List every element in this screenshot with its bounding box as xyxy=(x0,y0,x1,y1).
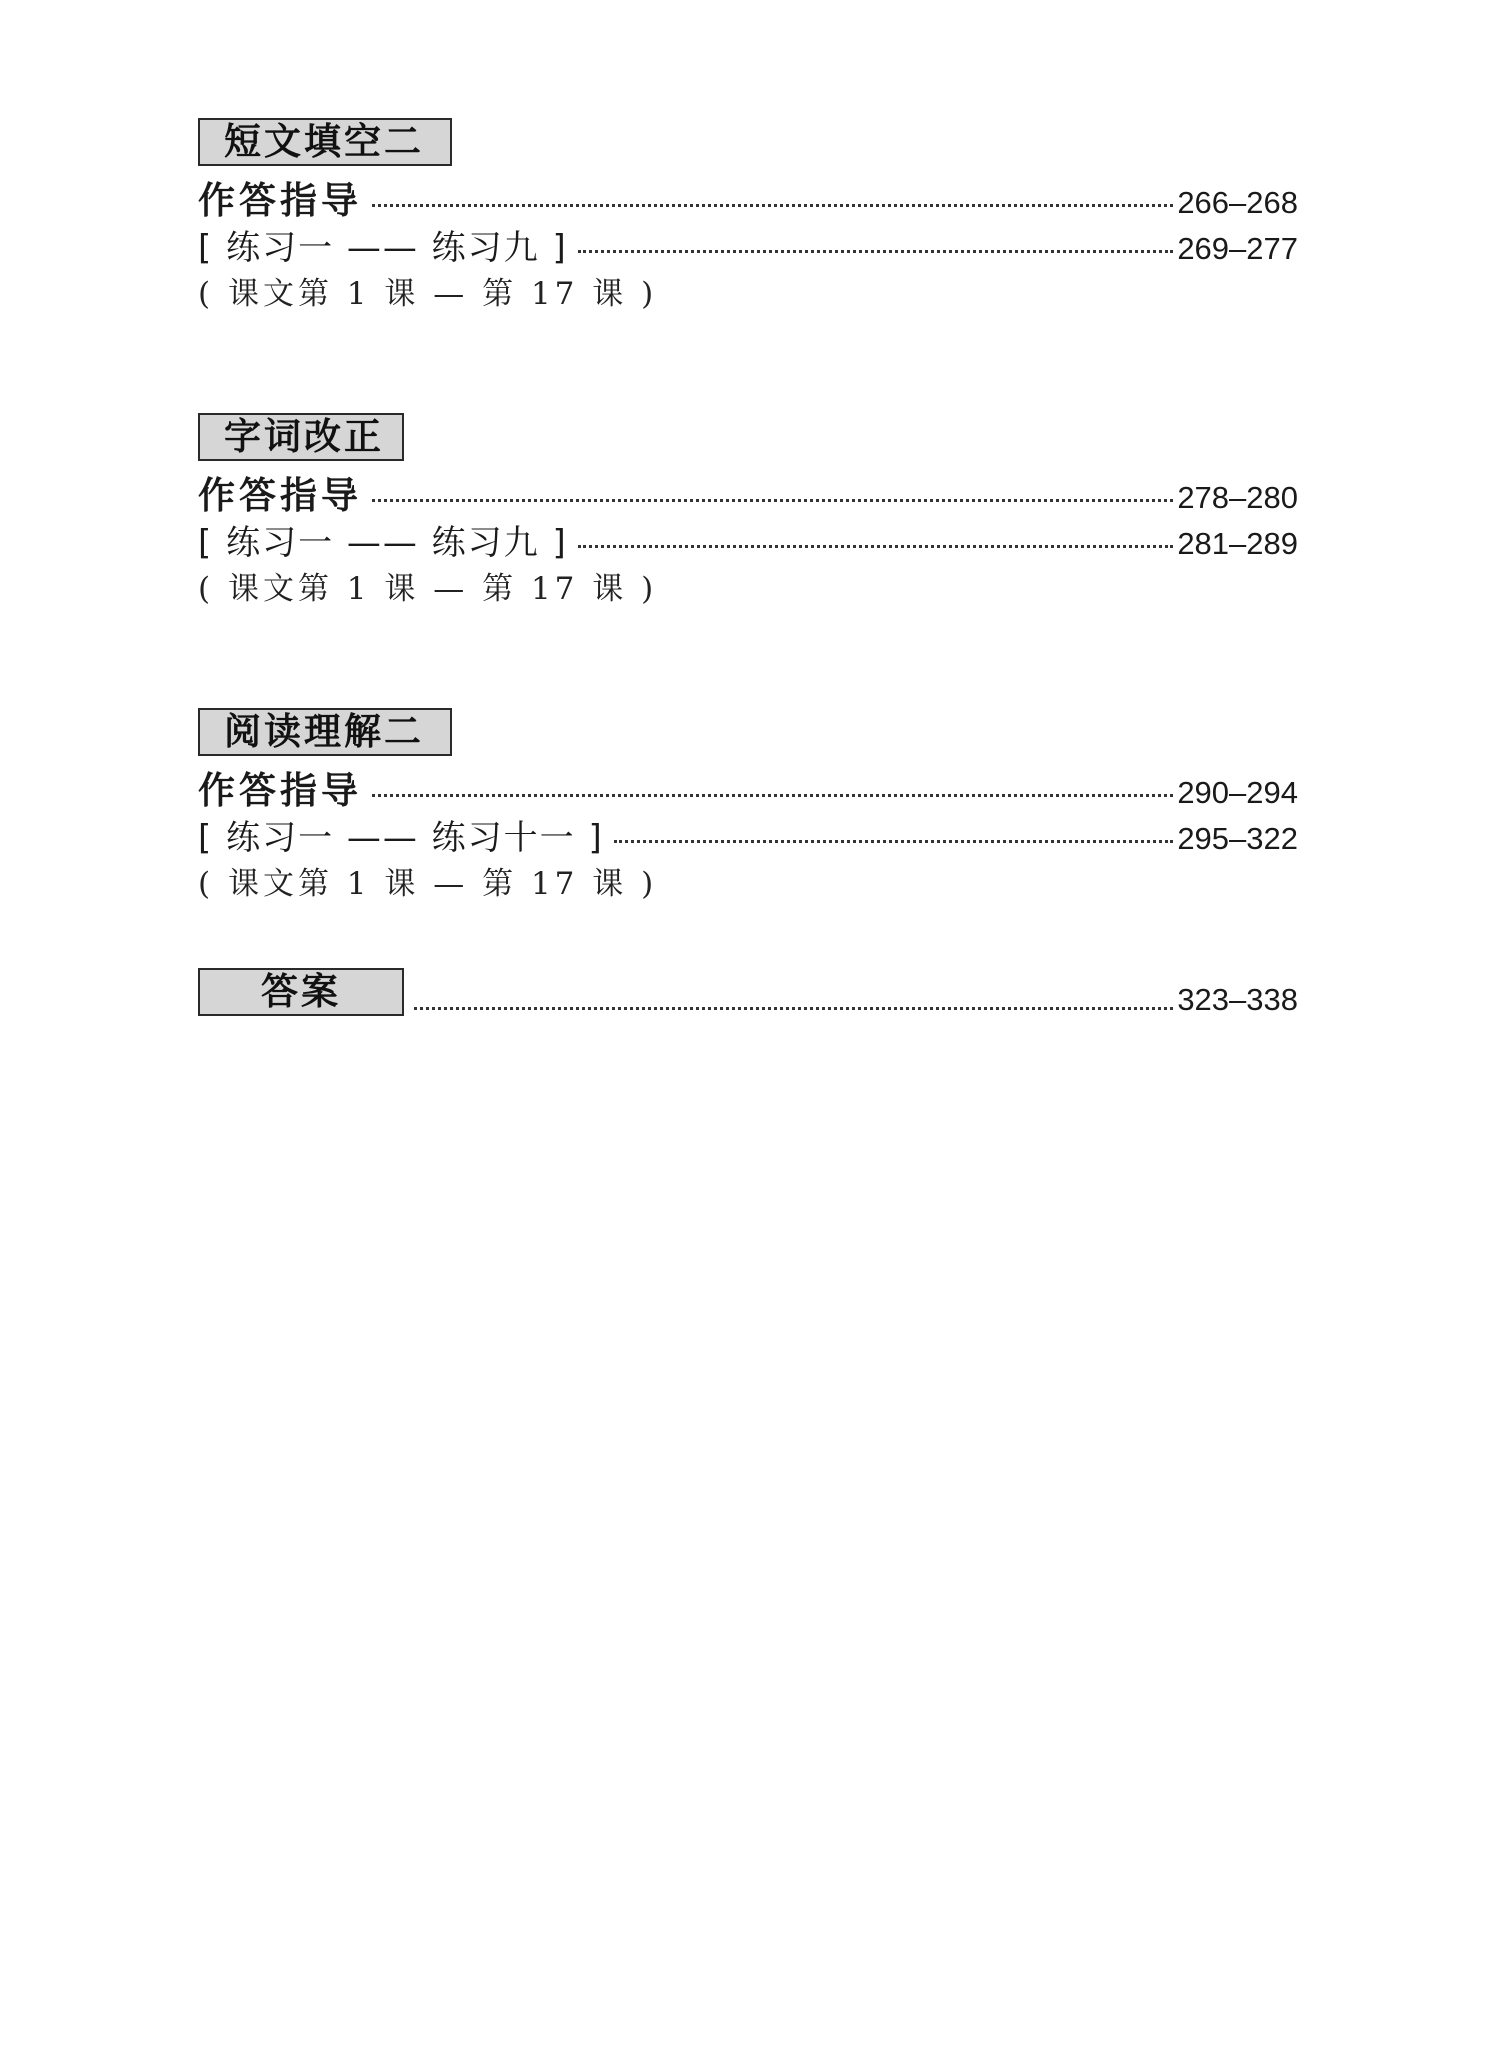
entry-label: 作答指导 xyxy=(198,179,362,222)
page-range: 281–289 xyxy=(1177,526,1298,561)
toc-section-cloze-2 xyxy=(198,118,1298,318)
entry-label: 作答指导 xyxy=(198,474,362,517)
entry-label: [ 练习一 —— 练习九 ] xyxy=(198,228,568,268)
lesson-range-note: ( 课文第 1 课 — 第 17 课 ) xyxy=(198,276,658,312)
page-range: 269–277 xyxy=(1177,231,1298,266)
section-header: 短文填空二 xyxy=(198,118,452,166)
page-range: 323–338 xyxy=(1177,982,1298,1017)
entry-label: [ 练习一 —— 练习十一 ] xyxy=(198,818,604,858)
page-range: 295–322 xyxy=(1177,821,1298,856)
dot-leader xyxy=(614,840,1174,843)
toc-entry-exercises[interactable] xyxy=(198,220,1298,270)
section-header: 字词改正 xyxy=(198,413,404,461)
dot-leader xyxy=(414,1007,1173,1010)
dot-leader xyxy=(578,545,1174,548)
entry-label: 作答指导 xyxy=(198,769,362,812)
lesson-range-note: ( 课文第 1 课 — 第 17 课 ) xyxy=(198,571,658,607)
dot-leader xyxy=(372,794,1173,797)
section-header: 阅读理解二 xyxy=(198,708,452,756)
page-range: 290–294 xyxy=(1177,775,1298,810)
toc-section-word-correction xyxy=(198,413,1298,613)
page-range: 278–280 xyxy=(1177,480,1298,515)
toc-entry-answers[interactable] xyxy=(198,968,1298,1016)
entry-label: [ 练习一 —— 练习九 ] xyxy=(198,523,568,563)
toc-entry-exercises[interactable] xyxy=(198,515,1298,565)
dot-leader xyxy=(372,499,1173,502)
dot-leader xyxy=(578,250,1174,253)
section-header: 答案 xyxy=(198,968,404,1016)
lesson-range-note: ( 课文第 1 课 — 第 17 课 ) xyxy=(198,866,658,902)
toc-entry-exercises[interactable] xyxy=(198,810,1298,860)
dot-leader xyxy=(372,204,1173,207)
toc-entry-guide[interactable] xyxy=(198,465,1298,515)
page-range: 266–268 xyxy=(1177,185,1298,220)
toc-entry-guide[interactable] xyxy=(198,760,1298,810)
toc-section-reading-2 xyxy=(198,708,1298,908)
toc-entry-guide[interactable] xyxy=(198,170,1298,220)
